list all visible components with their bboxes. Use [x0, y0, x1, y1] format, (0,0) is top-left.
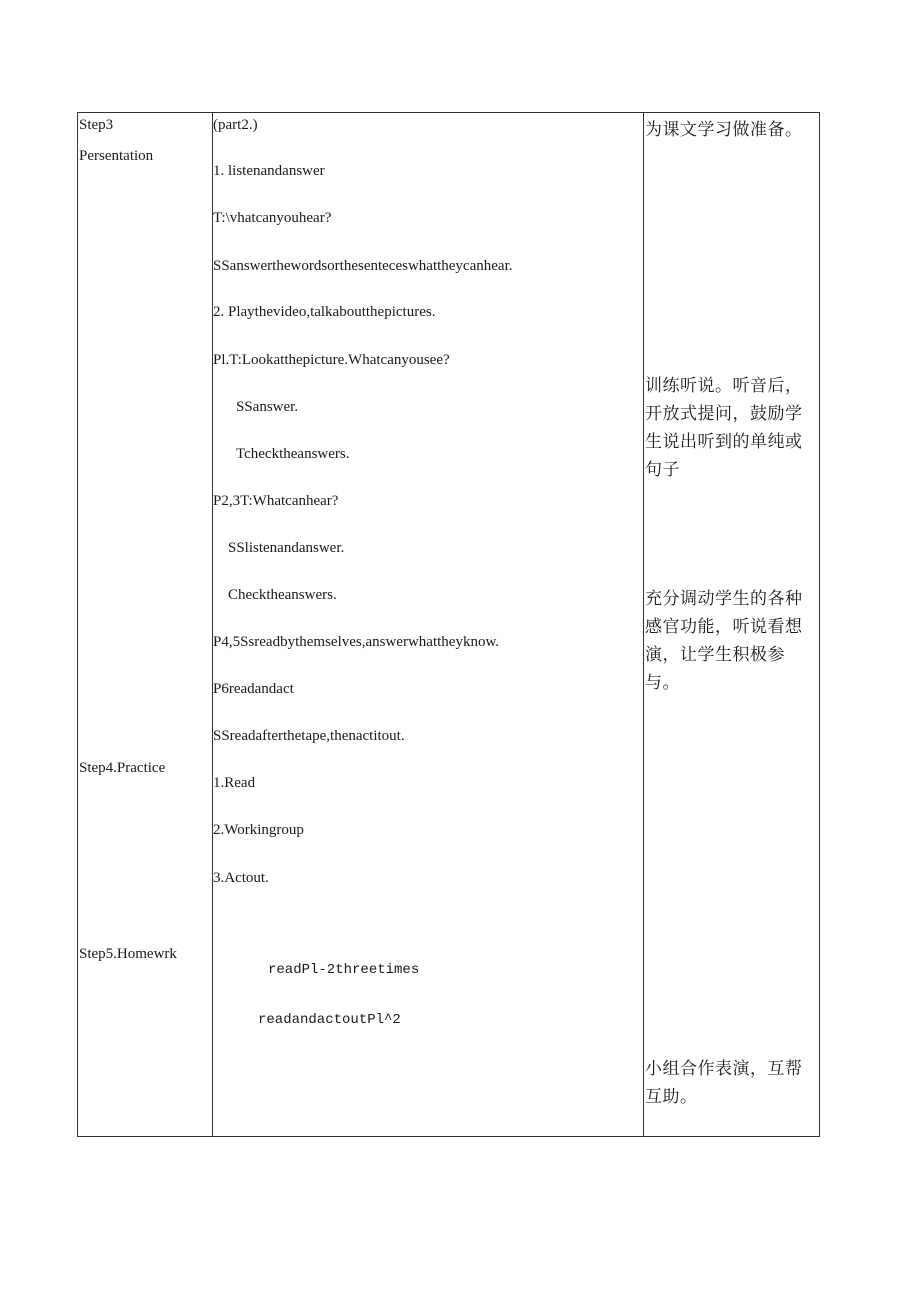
- middle-line: P6readandact: [213, 681, 294, 697]
- note-groupwork: 小组合作表演，互帮互助。: [645, 1059, 803, 1107]
- middle-line: Pl.T:Lookatthepicture.Whatcanyousee?: [213, 352, 450, 368]
- step5-label: Step5.Homewrk: [79, 946, 177, 962]
- middle-line: SSreadafterthetape,thenactitout.: [213, 728, 405, 744]
- middle-line: 2. Playthevideo,talkaboutthepictures.: [213, 304, 436, 320]
- homework-line: readPl-2threetimes: [268, 962, 420, 978]
- middle-line: (part2.): [213, 117, 258, 133]
- middle-line: T:\vhatcanyouhear?: [213, 210, 332, 226]
- note-listening: 训练听说。听音后，开放式提问，鼓励学生说出听到的单纯或句子: [645, 376, 803, 480]
- middle-line: Checktheanswers.: [228, 587, 337, 603]
- middle-line: SSanswer.: [236, 399, 299, 415]
- note-prepare: 为课文学习做准备。: [645, 120, 803, 140]
- middle-line: Tchecktheanswers.: [236, 446, 350, 462]
- middle-line: 3.Actout.: [213, 870, 269, 886]
- step4-label: Step4.Practice: [79, 760, 166, 776]
- middle-line: P2,3T:Whatcanhear?: [213, 493, 339, 509]
- middle-line: 1. listenandanswer: [213, 163, 325, 179]
- note-senses: 充分调动学生的各种感官功能，听说看想演，让学生积极参与。: [645, 589, 803, 693]
- step3-label: Step3: [79, 117, 114, 133]
- middle-line: SSlistenandanswer.: [228, 540, 345, 556]
- middle-line: 2.Workingroup: [213, 822, 304, 838]
- middle-line: 1.Read: [213, 775, 256, 791]
- homework-line: readandactoutPl^2: [258, 1012, 401, 1028]
- presentation-label: Persentation: [79, 148, 154, 164]
- middle-line: SSanswerthewordsorthesenteceswhattheycanhear.: [213, 258, 513, 274]
- column-divider: [643, 113, 644, 1136]
- middle-line: P4,5Ssreadbythemselves,answerwhattheyknow.: [213, 634, 500, 650]
